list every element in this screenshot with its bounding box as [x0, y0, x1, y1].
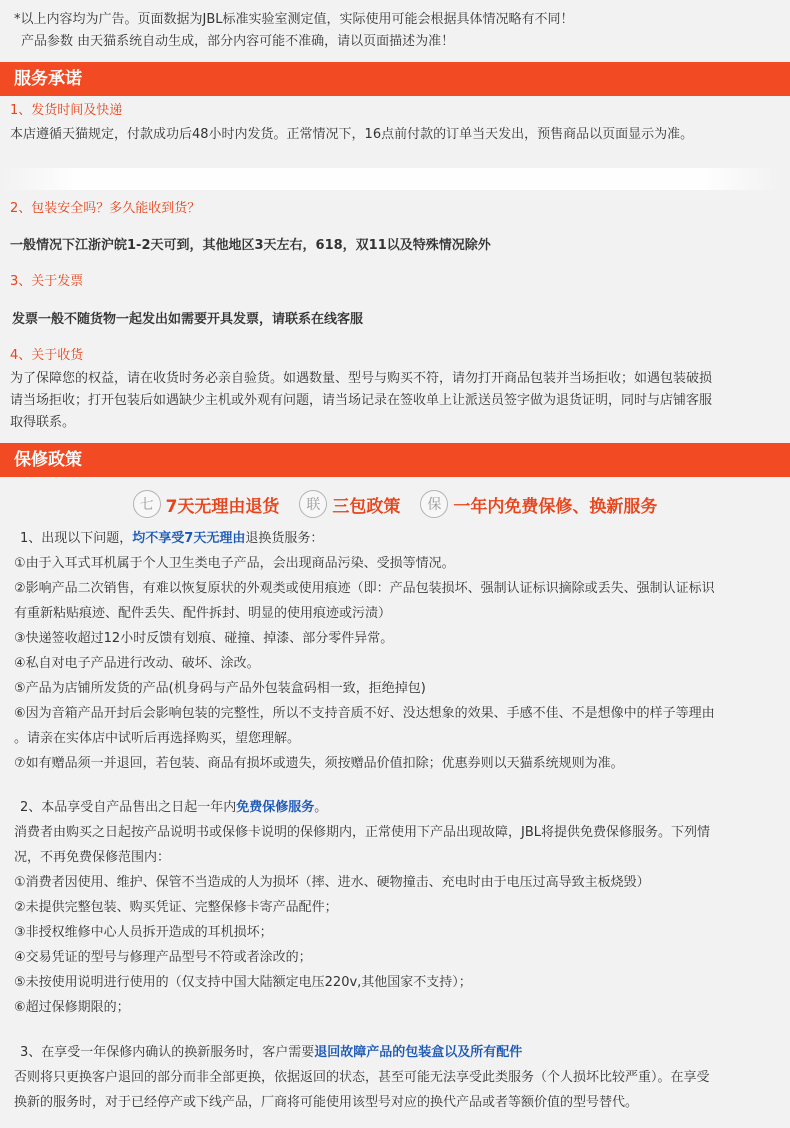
answer-receipt-line-2: 请当场拒收；打开包装后如遇缺少主机或外观有问题，请当场记录在签收单上让派送员签字做为退货证明，同时与店铺客服 — [10, 393, 713, 408]
intro-text: 3、在享受一年保修内确认的换新服务时，客户需要 — [20, 1045, 315, 1060]
policy-line: 换新的服务时，对于已经停产或下线产品，厂商将可能使用该型号对应的换代产品或者等额价值的型号替代。 — [14, 1095, 639, 1110]
policy-line: 消费者由购买之日起按产品说明书或保修卡说明的保修期内，正常使用下产品出现故障，JBL将提供免费保修服务。下列情 — [14, 825, 710, 840]
ad-disclaimer: *以上内容均为广告。页面数据为JBL标准实验室测定值，实际使用可能会根据具体情况略有不同！ — [14, 12, 574, 27]
policy-line: 否则将只更换客户退回的部分而非全部更换，依据返回的状态，甚至可能无法享受此类服务（个人损坏比较严重）。在享受 — [14, 1070, 710, 1085]
promise-three-guarantee — [299, 490, 400, 518]
intro-highlight: 退回故障产品的包装盒以及所有配件 — [314, 1045, 523, 1060]
policy-line: 有重新粘贴痕迹、配件丢失、配件拆封、明显的使用痕迹或污渍） — [14, 606, 392, 621]
policy-line: ④交易凭证的型号与修理产品型号不符或者涂改的； — [14, 950, 312, 965]
warranty-header: 保修政策 — [0, 443, 790, 477]
three-guarantee-icon: 联 — [299, 490, 327, 518]
policy-line: ③快递签收超过12小时反馈有划痕、碰撞、掉漆、部分零件异常。 — [14, 631, 394, 646]
promise-label: 三包政策 — [332, 496, 401, 517]
promise-label: 一年内免费保修、换新服务 — [453, 496, 658, 517]
service-item-shipping — [0, 101, 790, 146]
answer-delivery: 一般情况下江浙沪皖1-2天可到，其他地区3天左右，618，双11以及特殊情况除外 — [10, 238, 491, 253]
policy-line: ②影响产品二次销售，有难以恢复原状的外观类或使用痕迹（即：产品包装损坏、强制认证标识摘除或丢失、强制认证标识 — [14, 581, 715, 596]
policy-replacement — [0, 1040, 790, 1115]
answer-invoice: 发票一般不随货物一起发出如需要开具发票，请联系在线客服 — [12, 312, 364, 327]
policy-intro — [14, 1040, 776, 1065]
policy-line: ⑥因为音箱产品开封后会影响包装的完整性，所以不支持音质不好、没达想象的效果、手感不佳、不是想像中的样子等理由 — [14, 706, 715, 721]
policy-line: ③非授权维修中心人员拆开造成的耳机损坏； — [14, 925, 273, 940]
policy-line: ⑦如有赠品须一并退回，若包装、商品有损坏或遗失，须按赠品价值扣除；优惠券则以天猫系统规则为准。 — [14, 756, 624, 771]
param-disclaimer: 产品参数 由天猫系统自动生成，部分内容可能不准确，请以页面描述为准！ — [21, 34, 455, 49]
service-item-receipt — [0, 346, 790, 434]
policy-line: 况，不再免费保修范围内： — [14, 850, 171, 865]
policy-line: 。请亲在实体店中试听后再选择购买，望您理解。 — [14, 731, 301, 746]
promise-row — [0, 484, 790, 524]
policy-line: ①由于入耳式耳机属于个人卫生类电子产品，会出现商品污染、受损等情况。 — [14, 556, 455, 571]
policy-line: ②未提供完整包装、购买凭证、完整保修卡寄产品配件； — [14, 900, 338, 915]
answer-receipt-line-1: 为了保障您的权益，请在收货时务必亲自验货。如遇数量、型号与购买不符，请勿打开商品包装并当场拒收；如遇包装破损 — [10, 371, 713, 386]
intro-text: 退换货服务： — [245, 531, 324, 546]
question-invoice: 3、关于发票 — [10, 274, 84, 289]
intro-highlight: 均不享受7天无理由 — [132, 531, 246, 546]
policy-line: ④私自对电子产品进行改动、破坏、涂改。 — [14, 656, 260, 671]
policy-no-return — [0, 526, 790, 776]
service-header: 服务承诺 — [0, 62, 790, 96]
service-item-delivery — [0, 199, 790, 257]
promise-seven-day — [133, 490, 280, 518]
question-delivery: 2、包装安全吗？多久能收到货？ — [10, 201, 201, 216]
intro-text: 。 — [314, 800, 328, 815]
policy-line: ⑤未按使用说明进行使用的（仅支持中国大陆额定电压220v,其他国家不支持）； — [14, 975, 472, 990]
policy-line: ①消费者因使用、维护、保管不当造成的人为损坏（摔、进水、硬物撞击、充电时由于电压过高导致主板烧毁） — [14, 875, 650, 890]
answer-shipping: 本店遵循天猫规定，付款成功后48小时内发货。正常情况下，16点前付款的订单当天发出，预售商品以页面显示为准。 — [10, 127, 694, 142]
policy-intro — [14, 526, 776, 551]
answer-receipt-line-3: 取得联系。 — [10, 415, 76, 430]
seven-day-icon: 七 — [133, 490, 161, 518]
promise-label: 7天无理由退货 — [165, 496, 280, 517]
promise-warranty — [420, 490, 657, 518]
policy-line: ⑤产品为店铺所发货的产品(机身码与产品外包装盒码相一致，拒绝掉包) — [14, 681, 426, 696]
policy-line: ⑥超过保修期限的； — [14, 1000, 130, 1015]
policy-intro — [14, 795, 776, 820]
faded-strip — [0, 168, 780, 190]
question-receipt: 4、关于收货 — [10, 348, 84, 363]
intro-text: 2、本品享受自产品售出之日起一年内 — [20, 800, 237, 815]
top-notes — [0, 0, 790, 62]
warranty-icon: 保 — [420, 490, 448, 518]
question-shipping: 1、发货时间及快递 — [10, 103, 123, 118]
policy-free-repair — [0, 795, 790, 1020]
intro-highlight: 免费保修服务 — [236, 800, 315, 815]
intro-text: 1、出现以下问题， — [20, 531, 133, 546]
service-item-invoice — [0, 272, 790, 331]
